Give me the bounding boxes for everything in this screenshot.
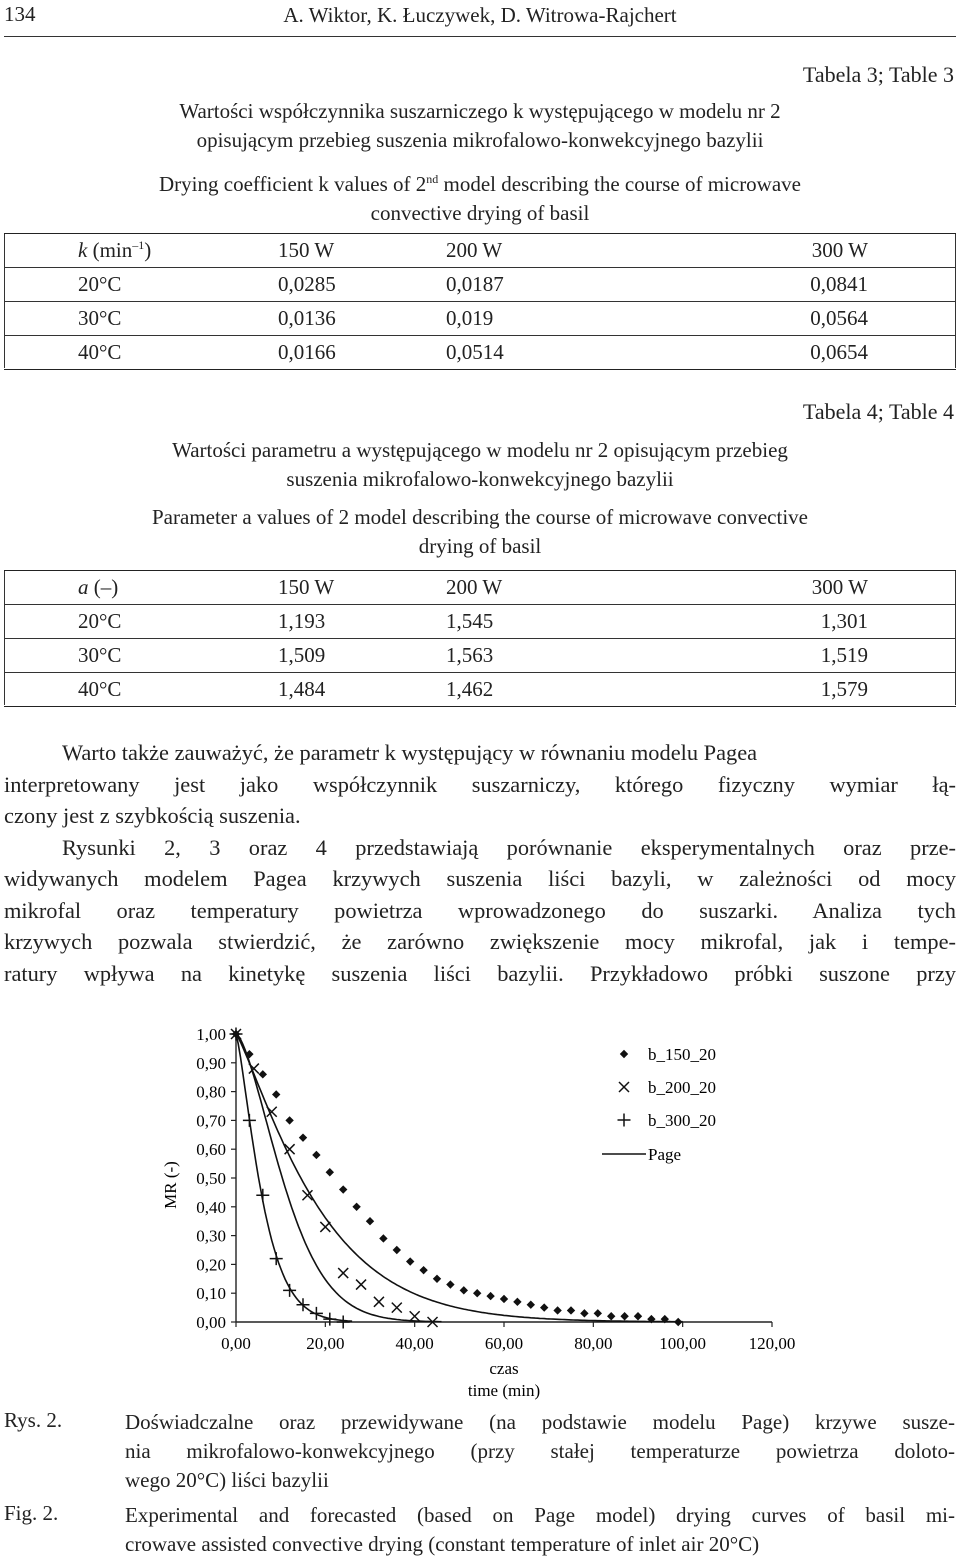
point-b_150_20: [352, 1203, 360, 1211]
table-cell: 0,0841: [676, 268, 956, 302]
table-cell: 1,509: [278, 639, 446, 673]
point-b_300_20: [310, 1307, 323, 1320]
point-b_150_20: [433, 1275, 441, 1283]
table-cell: 0,0166: [278, 336, 446, 370]
table-cell: 0,0136: [278, 302, 446, 336]
table-cell: 1,484: [278, 673, 446, 707]
point-b_150_20: [366, 1217, 374, 1225]
point-b_150_20: [419, 1266, 427, 1274]
legend-marker-b_150_20: [620, 1050, 628, 1058]
point-b_150_20: [299, 1133, 307, 1141]
y-tick-label: 0,90: [196, 1053, 226, 1073]
figure-label-en: Fig. 2.: [4, 1501, 59, 1525]
point-b_150_20: [540, 1303, 548, 1311]
caption-en-line-1: Experimental and forecasted (based on Page model) drying curves of basil mi-: [125, 1503, 955, 1527]
point-b_150_20: [674, 1318, 682, 1326]
x-tick-label: 40,00: [395, 1334, 434, 1353]
y-tick-label: 1,00: [196, 1025, 226, 1044]
paragraph-1-line-2: interpretowany jest jako współczynnik suszarniczy, którego fizyczny wymiar łą-: [4, 771, 956, 797]
table4-title-en-2: drying of basil: [418, 534, 542, 558]
point-b_150_20: [580, 1309, 588, 1317]
table-cell: 0,0654: [676, 336, 956, 370]
figure-caption-en: [125, 1501, 955, 1559]
table3-title-en-sup: nd: [426, 172, 439, 186]
table3-title-en-1b: model describing the course of microwave: [438, 172, 801, 196]
point-b_150_20: [379, 1234, 387, 1242]
y-tick-labels: [196, 1025, 236, 1332]
table-header-cell: a (–): [4, 571, 278, 605]
table-cell: 20°C: [4, 605, 278, 639]
table-cell: 1,193: [278, 605, 446, 639]
table-cell: 1,579: [676, 673, 956, 707]
point-b_150_20: [473, 1289, 481, 1297]
table-header-cell: 300 W: [676, 234, 956, 268]
table-header-cell: 200 W: [446, 571, 676, 605]
y-axis-label: MR (-): [161, 1161, 180, 1209]
y-tick-label: 0,70: [196, 1111, 226, 1131]
point-b_200_20: [374, 1297, 384, 1307]
page-curve-0: [236, 1034, 683, 1322]
table3-title-en-1a: Drying coefficient k values of 2: [159, 172, 427, 196]
table-row: [4, 673, 956, 707]
table-row: [4, 336, 956, 370]
legend-marker-b_300_20: [618, 1114, 631, 1127]
table-cell: 1,462: [446, 673, 676, 707]
point-b_150_20: [620, 1312, 628, 1320]
y-tick-label: 0,20: [196, 1255, 226, 1275]
chart-legend: [602, 1045, 716, 1164]
x-tick-label: 60,00: [484, 1334, 524, 1353]
table4-title-en-1: Parameter a values of 2 model describing the course of microwave convective: [152, 505, 808, 529]
table4-title-pl-1: Wartości parametru a występującego w modelu nr 2 opisującym przebieg: [172, 438, 788, 462]
point-b_150_20: [594, 1309, 602, 1317]
table3-label: Tabela 3; Table 3: [802, 62, 954, 87]
legend-label-Page: Page: [648, 1145, 682, 1164]
point-b_150_20: [486, 1292, 494, 1300]
y-tick-label: 0,60: [196, 1140, 226, 1160]
point-b_150_20: [553, 1306, 561, 1314]
legend-label-b_300_20: b_300_20: [648, 1111, 716, 1130]
table-header-row: [4, 234, 956, 268]
table4-left-border: [4, 571, 5, 705]
caption-pl-line-1: Doświadczalne oraz przewidywane (na podstawie modelu Page) krzywe susze-: [125, 1410, 955, 1434]
table-header-cell: 200 W: [446, 234, 676, 268]
point-b_150_20: [259, 1070, 267, 1078]
y-tick-label: 0,50: [196, 1169, 226, 1188]
point-b_150_20: [500, 1295, 508, 1303]
point-b_200_20: [410, 1311, 420, 1321]
x-tick-labels: [221, 1322, 795, 1353]
table-cell: 1,563: [446, 639, 676, 673]
table-header-cell: 300 W: [676, 571, 956, 605]
table-cell: 0,0285: [278, 268, 446, 302]
point-b_200_20: [356, 1280, 366, 1290]
table-header-cell: 150 W: [278, 571, 446, 605]
point-b_150_20: [446, 1280, 454, 1288]
point-b_150_20: [393, 1246, 401, 1254]
table3: [4, 233, 956, 370]
table-cell: 40°C: [4, 336, 278, 370]
x-tick-label: 120,00: [748, 1334, 796, 1353]
y-tick-label: 0,00: [196, 1313, 226, 1332]
paragraph-2-line-2: widywanych modelem Pagea krzywych suszenia liści bazyli, w zależności od mocy: [4, 866, 956, 891]
y-tick-label: 0,80: [196, 1082, 226, 1102]
table-cell: 0,0187: [446, 268, 676, 302]
table4-right-border: [955, 571, 956, 705]
table-cell: 30°C: [4, 639, 278, 673]
point-b_150_20: [339, 1185, 347, 1193]
table-row: [4, 268, 956, 302]
table-cell: 1,545: [446, 605, 676, 639]
table3-right-border: [955, 234, 956, 368]
x-tick-label: 100,00: [659, 1334, 707, 1353]
point-b_200_20: [338, 1268, 348, 1278]
table3-title-en: [40, 165, 920, 228]
point-b_150_20: [312, 1151, 320, 1159]
table-cell: 30°C: [4, 302, 278, 336]
point-b_150_20: [607, 1312, 615, 1320]
x-axis-label-en: time (min): [467, 1381, 541, 1400]
table3-title-pl-1: Wartości współczynnika suszarniczego k występującego w modelu nr 2: [179, 99, 781, 123]
table4: [4, 570, 956, 707]
header-rule: [4, 36, 956, 37]
table3-title: [60, 97, 900, 155]
running-header-authors: A. Wiktor, K. Łuczywek, D. Witrowa-Rajchert: [283, 3, 677, 27]
legend-label-b_200_20: b_200_20: [648, 1078, 716, 1097]
point-b_150_20: [272, 1090, 280, 1098]
table-cell: 40°C: [4, 673, 278, 707]
figure-label-pl: Rys. 2.: [4, 1408, 63, 1432]
point-b_200_20: [392, 1303, 402, 1313]
x-axis-label-pl: czas: [489, 1359, 519, 1378]
caption-en-line-2: crowave assisted convective drying (constant temperature of inlet air 20°C): [125, 1532, 760, 1556]
point-b_300_20: [243, 1114, 256, 1127]
table-header-row: [4, 571, 956, 605]
table-row: [4, 605, 956, 639]
point-b_150_20: [527, 1301, 535, 1309]
paragraph-2-line-1: Rysunki 2, 3 oraz 4 przedstawiają porównanie eksperymentalnych oraz prze-: [62, 834, 956, 860]
table-row: [4, 302, 956, 336]
table-cell: 0,0514: [446, 336, 676, 370]
table-cell: 1,301: [676, 605, 956, 639]
table-row: [4, 639, 956, 673]
table-cell: 20°C: [4, 268, 278, 302]
table-header-cell: k $(\min^{-1})$: [4, 234, 278, 268]
point-b_300_20: [256, 1189, 269, 1202]
page-number: 134: [4, 2, 36, 26]
table4-label: Tabela 4; Table 4: [802, 399, 954, 424]
figure-caption-pl: [125, 1408, 955, 1495]
data-points: [230, 1028, 683, 1329]
point-b_150_20: [567, 1306, 575, 1314]
x-tick-label: 20,00: [306, 1334, 345, 1353]
point-b_150_20: [634, 1312, 642, 1320]
table-cell: 0,019: [446, 302, 676, 336]
point-b_150_20: [285, 1116, 293, 1124]
y-tick-label: 0,30: [196, 1226, 226, 1246]
drying-curve-chart: [150, 1010, 810, 1402]
caption-pl-line-2: nia mikrofalowo-konwekcyjnego (przy stałej temperaturze powietrza doloto-: [125, 1439, 955, 1463]
table3-title-pl-2: opisującym przebieg suszenia mikrofalowo-konwekcyjnego bazylii: [196, 128, 764, 152]
table3-left-border: [4, 234, 5, 368]
y-tick-label: 0,10: [196, 1284, 226, 1304]
x-tick-label: 0,00: [221, 1334, 251, 1353]
table4-title: [60, 436, 900, 494]
point-b_150_20: [326, 1168, 334, 1176]
y-tick-label: 0,40: [196, 1197, 226, 1217]
paragraph-1-line-1: Warto także zauważyć, że parametr k występujący w równaniu modelu Pagea: [62, 740, 758, 765]
point-b_150_20: [513, 1298, 521, 1306]
table4-title-pl-2: suszenia mikrofalowo-konwekcyjnego bazylii: [286, 467, 674, 491]
point-b_300_20: [270, 1252, 283, 1265]
table-cell: 0,0564: [676, 302, 956, 336]
table-header-cell: 150 W: [278, 234, 446, 268]
caption-pl-line-3: wego 20°C) liści bazylii: [125, 1468, 329, 1492]
legend-marker-b_200_20: [619, 1082, 629, 1092]
point-b_300_20: [337, 1316, 350, 1329]
legend-label-b_150_20: b_150_20: [648, 1045, 716, 1064]
body-text: [4, 737, 956, 989]
paragraph-2-line-5: ratury wpływa na kinetykę suszenia liści bazylii. Przykładowo próbki suszone przy: [4, 960, 956, 986]
paragraph-2-line-3: mikrofal oraz temperatury powietrza wprowadzonego do suszarki. Analiza tych: [4, 897, 956, 923]
x-tick-label: 80,00: [574, 1334, 613, 1353]
table4-title-en: [40, 503, 920, 561]
page-model-curves: [236, 1034, 683, 1322]
point-b_150_20: [460, 1286, 468, 1294]
table3-title-en-2: convective drying of basil: [370, 201, 590, 225]
point-b_200_20: [320, 1222, 330, 1232]
table-cell: 1,519: [676, 639, 956, 673]
point-b_150_20: [406, 1257, 414, 1265]
paragraph-1-line-3: czony jest z szybkością suszenia.: [4, 803, 301, 828]
paragraph-2-line-4: krzywych pozwala stwierdzić, że zarówno zwiększenie mocy mikrofal, jak i tempe-: [4, 929, 956, 954]
